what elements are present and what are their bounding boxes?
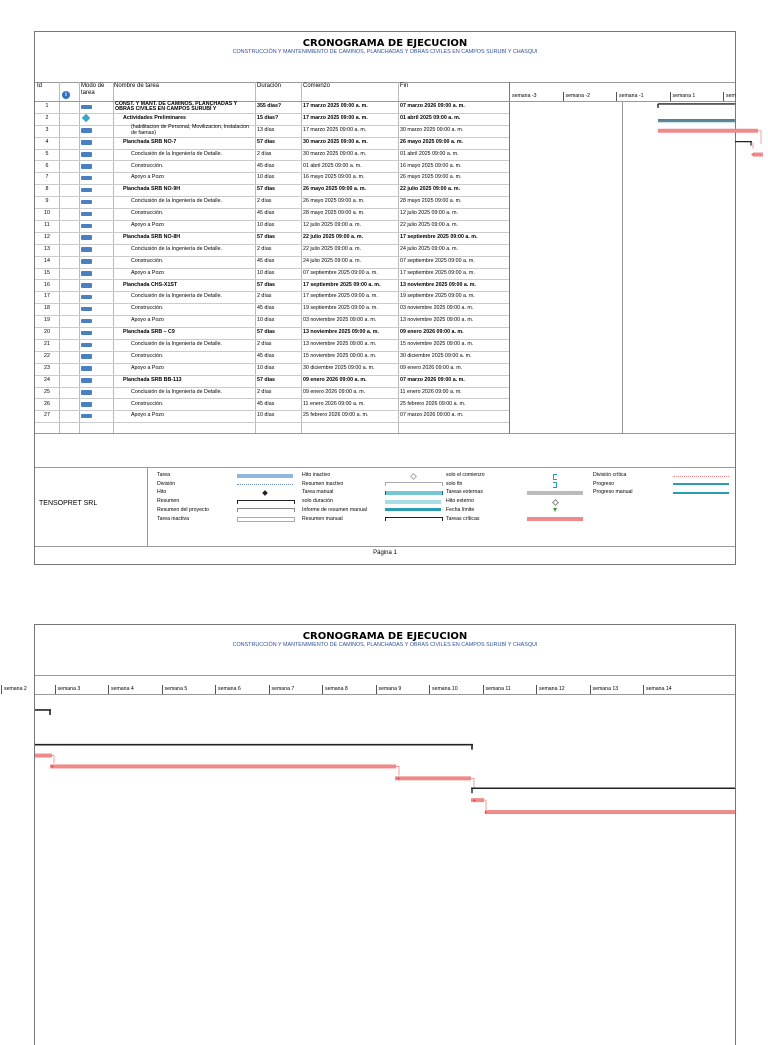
legend-label: División crítica: [593, 472, 627, 478]
legend-summary-proj-icon: [237, 508, 295, 512]
auto-schedule-icon: [81, 295, 92, 300]
task-duration: 15 días?: [257, 114, 279, 121]
dependency-link: [396, 766, 399, 775]
col-header-name: Nombre de tarea: [114, 83, 160, 89]
task-duration: 57 días: [257, 186, 275, 193]
task-name: Apoyo a Pozo: [131, 364, 164, 371]
task-finish: 26 mayo 2025 09:00 a. m.: [400, 174, 462, 181]
auto-schedule-icon: [81, 366, 92, 371]
dependency-arrow: +: [397, 776, 400, 783]
week-label: semana 14: [643, 685, 672, 694]
legend-label: Hito externo: [446, 498, 474, 505]
task-name: Construcción.: [131, 162, 164, 169]
legend-diamond-icon: [262, 490, 268, 496]
task-id: 21: [44, 341, 50, 347]
legend-manual-icon: [385, 491, 443, 495]
task-duration: 45 días: [257, 400, 275, 407]
task-name: Apoyo a Pozo: [131, 269, 164, 276]
task-duration: 10 días: [257, 317, 275, 324]
legend-start-only-icon: [553, 474, 557, 480]
task-finish: 15 noviembre 2025 09:00 a. m.: [400, 341, 474, 347]
task-id: 11: [44, 222, 50, 228]
legend-label: Tareas externas: [446, 489, 483, 496]
task-duration: 10 días: [257, 174, 275, 181]
task-duration: 45 días: [257, 162, 275, 169]
page-footer: Página 1: [373, 550, 397, 556]
critical-task-bar: [35, 754, 52, 758]
task-finish: 01 abril 2025 09:00 a. m.: [400, 150, 459, 157]
task-finish: 22 julio 2025 09:00 a. m.: [400, 186, 461, 193]
page-title: CRONOGRAMA DE EJECUCION: [302, 38, 468, 49]
legend-label: solo el comienzo: [446, 472, 485, 478]
week-label: sem: [723, 92, 736, 101]
task-name: CONST. Y MANT. DE CAMINOS, PLANCHADAS Y OBRAS CIVILES EN CAMPOS SURUBÍ Y: [115, 100, 238, 113]
auto-schedule-icon: [81, 128, 92, 133]
legend-label: solo duración: [302, 498, 333, 505]
task-finish: 03 noviembre 2025 09:00 a. m.: [400, 305, 474, 312]
legend-label: Tarea inactiva: [157, 515, 190, 522]
task-duration: 57 días: [257, 281, 275, 288]
schedule-page-1: [34, 31, 754, 565]
task-id: 7: [45, 174, 49, 181]
auto-schedule-icon: [81, 176, 92, 181]
task-finish: 22 julio 2025 09:00 a. m.: [400, 222, 459, 228]
legend-label: Progreso manual: [593, 489, 633, 496]
legend-label: Fecha límite: [446, 506, 475, 513]
gantt-chart-p1: [509, 101, 754, 433]
task-start: 22 julio 2025 09:00 a. m.: [303, 245, 362, 252]
week-label: semana 11: [483, 685, 511, 694]
task-start: 17 marzo 2025 09:00 a. m.: [303, 114, 368, 121]
task-name: Conclusión de la Ingeniería de Detalle.: [131, 293, 222, 300]
task-start: 30 diciembre 2025 09:00 a. m.: [303, 364, 375, 371]
task-start: 24 julio 2025 09:00 a. m.: [303, 257, 362, 264]
auto-schedule-icon: [81, 235, 92, 240]
legend-label: Hito inactivo: [302, 472, 331, 478]
task-id: 24: [44, 376, 50, 383]
task-name: Actividades Preliminares: [123, 114, 187, 121]
auto-schedule-icon: [81, 212, 92, 217]
task-finish: 09 enero 2026 09:00 a. m.: [400, 364, 463, 371]
task-start: 11 enero 2026 09:00 a. m.: [303, 400, 365, 407]
week-label: semana 9: [376, 685, 402, 694]
task-name: Planchada SRB NO-7: [123, 138, 177, 145]
legend-external-icon: [527, 491, 583, 495]
task-name: Apoyo a Pozo: [131, 317, 164, 324]
task-name: Apoyo a Pozo: [131, 412, 164, 419]
legend-critical-icon: [527, 517, 583, 521]
critical-task-bar: [50, 764, 396, 771]
task-finish: 12 julio 2025 09:00 a. m.: [400, 210, 459, 217]
task-duration: 10 días: [257, 364, 275, 371]
task-finish: 25 febrero 2026 09:00 a. m.: [400, 400, 466, 407]
task-start: 22 julio 2025 09:00 a. m.: [303, 233, 364, 240]
week-label: semana 6: [215, 685, 241, 694]
page-subtitle: CONSTRUCCIÓN Y MANTENIMIENTO DE CAMINOS, PLANCHADAS Y OBRAS CIVILES EN CAMPOS SURUBÍ Y CHASQUI: [232, 49, 538, 55]
week-label: semana 4: [108, 685, 134, 694]
task-id: 4: [45, 138, 49, 145]
task-finish: 11 enero 2026 09:00 a. m.: [400, 388, 462, 395]
task-duration: 57 días: [257, 329, 275, 336]
col-header-finish: Fin: [400, 83, 409, 89]
task-id: 9: [45, 198, 49, 205]
auto-schedule-icon: [81, 390, 92, 395]
auto-schedule-icon: [81, 247, 92, 252]
auto-schedule-icon: [81, 283, 92, 288]
task-name: Construcción.: [131, 210, 164, 217]
task-duration: 10 días: [257, 222, 275, 228]
auto-schedule-icon: [81, 378, 92, 383]
task-id: 3: [45, 126, 49, 133]
task-start: 19 septiembre 2025 09:00 a. m.: [303, 305, 378, 312]
auto-schedule-icon: [81, 319, 92, 324]
week-label: semana -3: [509, 92, 537, 101]
task-id: 2: [45, 114, 49, 121]
manual-task-pin-icon: [82, 114, 90, 122]
auto-schedule-icon: [81, 140, 92, 145]
critical-task-bar: [395, 776, 471, 783]
task-name: Conclusión de la Ingeniería de Detalle.: [131, 388, 222, 395]
company-name: TENSOPRET SRL: [39, 500, 98, 507]
task-duration: 355 días?: [257, 103, 282, 109]
task-name: Conclusión de la Ingeniería de Detalle.: [131, 341, 222, 347]
week-label: semana 8: [322, 685, 348, 694]
task-finish: 24 julio 2025 09:00 a. m.: [400, 245, 459, 252]
task-duration: 10 días: [257, 412, 275, 419]
legend-label: División: [157, 480, 176, 487]
task-id: 15: [44, 269, 50, 276]
legend-crit-dots-icon: [673, 476, 729, 477]
auto-schedule-icon: [81, 259, 92, 264]
legend-dur-only-icon: [385, 500, 441, 504]
task-id: 12: [44, 233, 50, 240]
task-name: Construcción.: [131, 400, 164, 407]
task-id: 17: [44, 293, 50, 300]
task-name: Construcción.: [131, 352, 164, 359]
week-label: semana 5: [162, 685, 188, 694]
legend-label: Resumen: [157, 498, 180, 505]
week-label: semana 1: [670, 92, 696, 101]
week-label: semana 2: [1, 685, 27, 694]
legend-summary-inactive-icon: [385, 482, 443, 486]
task-name: Conclusión de la Ingeniería de Detalle.: [131, 198, 222, 205]
week-label: semana 13: [590, 685, 619, 694]
auto-schedule-icon: [81, 224, 92, 229]
task-finish: 13 noviembre 2025 09:00 a. m.: [400, 281, 476, 288]
task-start: 25 febrero 2026 09:00 a. m.: [303, 412, 369, 419]
task-duration: 2 días: [257, 198, 272, 205]
col-header-duration: Duración: [257, 83, 282, 89]
legend-finish-only-icon: [553, 482, 557, 488]
task-duration: 57 días: [257, 138, 275, 145]
task-finish: 16 mayo 2025 09:00 a. m.: [400, 162, 462, 169]
task-id: 6: [45, 162, 49, 169]
col-header-mode: Modo de tarea: [81, 83, 105, 96]
task-name: Planchada SRB BB-113: [123, 376, 182, 383]
task-name: Apoyo a Pozo: [131, 174, 164, 181]
task-name: Conclusión de la Ingeniería de Detalle.: [131, 150, 222, 157]
task-id: 10: [44, 210, 50, 217]
legend-label: solo fin: [446, 480, 463, 487]
task-id: 13: [44, 245, 50, 252]
legend-label: Resumen inactivo: [302, 480, 344, 487]
table-row[interactable]: [35, 410, 509, 423]
auto-schedule-icon: [81, 200, 92, 205]
week-label: semana 3: [55, 685, 81, 694]
task-finish: 26 mayo 2025 09:00 a. m.: [400, 138, 464, 145]
page-title: CRONOGRAMA DE EJECUCION: [302, 631, 468, 642]
auto-schedule-icon: [81, 164, 92, 169]
task-name: Planchada SRB – C9: [123, 329, 175, 336]
task-name: Planchada SRB NO-9H: [123, 186, 181, 193]
task-finish: 28 mayo 2025 09:00 a. m.: [400, 198, 462, 205]
task-start: 30 marzo 2025 09:00 a. m.: [303, 150, 367, 157]
task-finish: 07 marzo 2026 09:00 a. m.: [400, 412, 464, 419]
task-id: 1: [45, 103, 49, 109]
task-finish: 30 marzo 2025 09:00 a. m.: [400, 126, 464, 133]
task-id: 19: [44, 317, 50, 324]
task-start: 30 marzo 2025 09:00 a. m.: [303, 138, 368, 145]
legend-label: Tarea manual: [302, 489, 334, 496]
auto-schedule-icon: [81, 271, 92, 276]
task-finish: 09 enero 2026 09:00 a. m.: [400, 329, 464, 336]
legend-diamond-open-icon: [410, 472, 417, 479]
task-start: 09 enero 2026 09:00 a. m.: [303, 388, 366, 395]
task-name: (habilitacion de Personal, Movilizacion, Instalacion de faenas): [131, 124, 250, 136]
task-duration: 45 días: [257, 210, 275, 217]
task-start: 03 noviembre 2025 09:00 a. m.: [303, 317, 377, 324]
task-name: Construcción.: [131, 305, 164, 312]
task-duration: 10 días: [257, 269, 275, 276]
task-finish: 07 marzo 2026 09:00 a. m.: [400, 376, 465, 383]
task-name: Planchada CHS-X1ST: [123, 281, 178, 288]
legend-label: Progreso: [593, 480, 615, 487]
dependency-link: [52, 756, 54, 764]
task-finish: 07 marzo 2026 09:00 a. m.: [400, 103, 465, 109]
dependency-arrow: +: [484, 810, 487, 817]
task-duration: 57 días: [257, 376, 275, 383]
auto-schedule-icon: [81, 354, 92, 359]
task-duration: 2 días: [257, 150, 272, 157]
task-id: 16: [44, 281, 50, 288]
gantt-chart-p2: [35, 694, 735, 1034]
task-finish: 01 abril 2025 09:00 a. m.: [400, 114, 461, 121]
timeline-header: [509, 92, 735, 101]
task-duration: 45 días: [257, 305, 275, 312]
task-name: Apoyo a Pozo: [131, 222, 164, 228]
auto-schedule-icon: [81, 105, 92, 110]
week-label: semana 7: [269, 685, 295, 694]
task-id: 23: [44, 364, 50, 371]
auto-schedule-icon: [81, 307, 92, 312]
task-start: 26 mayo 2025 09:00 a. m.: [303, 186, 367, 193]
task-duration: 2 días: [257, 341, 272, 347]
task-duration: 2 días: [257, 388, 272, 395]
legend-ext-milestone-icon: [552, 499, 559, 506]
timeline-header: [1, 685, 741, 694]
task-start: 28 mayo 2025 09:00 a. m.: [303, 210, 365, 217]
task-duration: 2 días: [257, 293, 272, 300]
legend-summary-icon: [237, 500, 295, 504]
task-finish: 19 septiembre 2025 09:00 a. m.: [400, 293, 475, 300]
task-id: 20: [44, 329, 50, 336]
task-name: Planchada SRB NO-8H: [123, 233, 181, 240]
critical-task-bar: [753, 153, 763, 157]
task-id: 18: [44, 305, 50, 312]
task-duration: 45 días: [257, 257, 275, 264]
task-finish: 30 diciembre 2025 09:00 a. m.: [400, 352, 472, 359]
auto-schedule-icon: [81, 402, 92, 407]
task-start: 15 noviembre 2025 09:00 a. m.: [303, 352, 377, 359]
task-duration: 57 días: [257, 233, 275, 240]
task-finish: 13 noviembre 2025 09:00 a. m.: [400, 317, 474, 324]
schedule-page-2: [4, 624, 736, 1045]
task-start: 17 marzo 2025 09:00 a. m.: [303, 126, 367, 133]
task-name: Conclusión de la Ingeniería de Detalle.: [131, 245, 222, 252]
week-label: semana 12: [536, 685, 565, 694]
week-label: semana -2: [563, 92, 591, 101]
task-id: 26: [44, 400, 50, 407]
legend-dots-icon: [237, 484, 293, 485]
task-id: 8: [45, 186, 49, 193]
task-start: 26 mayo 2025 09:00 a. m.: [303, 198, 365, 205]
info-icon: i: [62, 91, 70, 99]
task-start: 07 septiembre 2025 09:00 a. m.: [303, 269, 378, 276]
dependency-arrow: +: [473, 798, 476, 805]
week-label: semana -1: [616, 92, 644, 101]
week-label: semana 10: [429, 685, 458, 694]
auto-schedule-icon: [81, 331, 92, 336]
legend-label: Hito: [157, 489, 167, 496]
col-header-id: Id: [37, 83, 43, 89]
task-start: 16 mayo 2025 09:00 a. m.: [303, 174, 365, 181]
auto-schedule-icon: [81, 343, 92, 348]
task-name: Construcción.: [131, 257, 164, 264]
col-header-start: Comienzo: [303, 83, 331, 89]
legend-label: Informe de resumen manual: [302, 506, 367, 513]
auto-schedule-icon: [81, 414, 92, 419]
page-subtitle: CONSTRUCCIÓN Y MANTENIMIENTO DE CAMINOS, PLANCHADAS Y OBRAS CIVILES EN CAMPOS SURUBÍ Y CHASQUI: [232, 642, 538, 648]
legend-manual-summary-rpt-icon: [385, 508, 441, 511]
legend-manual-summary-icon: [385, 517, 443, 521]
legend-inactive-icon: [237, 517, 295, 522]
legend-label: Tareas críticas: [446, 515, 480, 522]
task-duration: 13 días: [257, 126, 275, 133]
task-duration: 2 días: [257, 245, 272, 252]
legend-label: Resumen manual: [302, 515, 343, 522]
task-start: 12 julio 2025 09:00 a. m.: [303, 222, 362, 228]
task-duration: 45 días: [257, 352, 275, 359]
legend-progress-manual-icon: [673, 492, 729, 494]
task-start: 13 noviembre 2025 09:00 a. m.: [303, 341, 377, 347]
task-finish: 17 septiembre 2025 09:00 a. m.: [400, 233, 478, 240]
task-id: 14: [44, 257, 50, 264]
dependency-arrow: +: [751, 152, 754, 159]
legend-progress-icon: [673, 483, 729, 485]
task-start: 09 enero 2026 09:00 a. m.: [303, 376, 367, 383]
dependency-arrow: +: [51, 764, 54, 771]
task-finish: 17 septiembre 2025 09:00 a. m.: [400, 269, 475, 276]
task-id: 27: [44, 412, 50, 419]
auto-schedule-icon: [81, 188, 92, 193]
task-start: 13 noviembre 2025 09:00 a. m.: [303, 329, 379, 336]
auto-schedule-icon: [81, 152, 92, 157]
task-id: 5: [45, 150, 49, 157]
legend-label: Resumen del proyecto: [157, 506, 209, 513]
critical-task-bar: [658, 129, 758, 133]
task-id: 22: [44, 352, 50, 359]
task-id: 25: [44, 388, 50, 395]
task-start: 17 septiembre 2025 09:00 a. m.: [303, 293, 378, 300]
critical-task-bar: [484, 810, 735, 817]
legend-bar-blue-icon: [237, 474, 293, 478]
legend-label: Tarea: [157, 472, 170, 478]
task-finish: 07 septiembre 2025 09:00 a. m.: [400, 257, 475, 264]
legend-deadline-icon: [553, 508, 557, 512]
task-start: 01 abril 2025 09:00 a. m.: [303, 162, 362, 169]
dependency-link: [471, 778, 474, 788]
task-start: 17 marzo 2025 09:00 a. m.: [303, 103, 368, 109]
task-start: 17 septiembre 2025 09:00 a. m.: [303, 281, 381, 288]
